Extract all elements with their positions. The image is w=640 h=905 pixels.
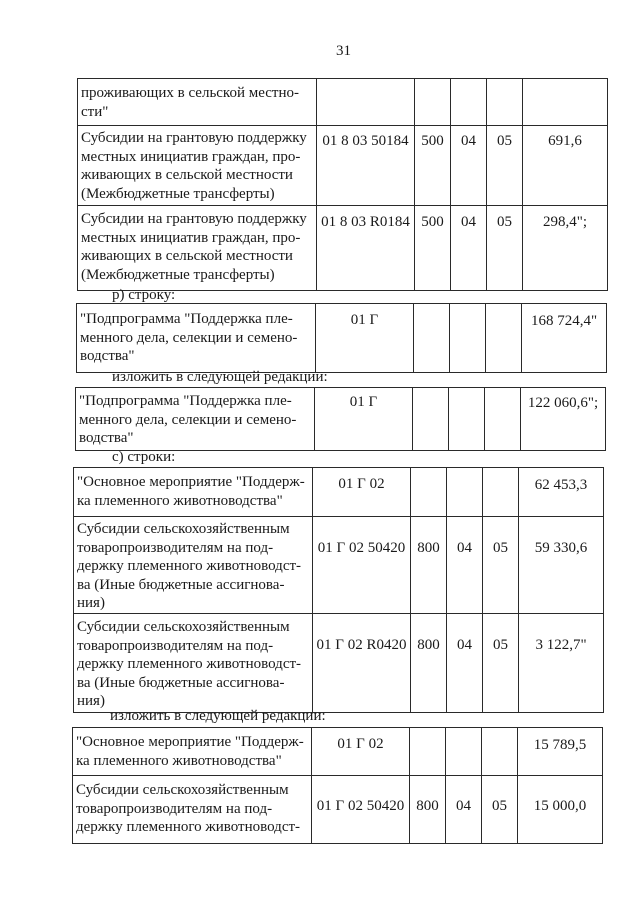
code-cell: 01 8 03 50184 bbox=[317, 126, 415, 206]
column-4-cell: 04 bbox=[451, 206, 487, 291]
item-name-cell: Субсидии сельскохозяйственным товаропроизводителям на под- держку племенного животноводст- ва (Иные бюджетные ассигнова- ния) bbox=[74, 614, 313, 713]
column-4-cell bbox=[446, 728, 482, 776]
item-name-cell: "Подпрограмма "Поддержка пле- менного дела, селекции и семено- водства" bbox=[77, 304, 316, 373]
item-name-cell: Субсидии на грантовую поддержку местных инициатив граждан, про- живающих в сельской местности (Межбюджетные трансферты) bbox=[78, 206, 317, 291]
column-4-cell: 04 bbox=[447, 614, 483, 713]
budget-table-3 bbox=[75, 387, 606, 451]
column-3-cell: 800 bbox=[411, 614, 447, 713]
column-3-cell bbox=[414, 304, 450, 373]
table-row bbox=[74, 614, 604, 713]
item-name-cell: проживающих в сельской местно- сти" bbox=[78, 79, 317, 126]
column-4-cell: 04 bbox=[447, 517, 483, 614]
column-5-cell: 05 bbox=[487, 126, 523, 206]
amount-cell: 62 453,3 bbox=[519, 468, 604, 517]
column-4-cell bbox=[449, 388, 485, 451]
column-5-cell: 05 bbox=[482, 776, 518, 844]
table-row bbox=[78, 126, 608, 206]
table-row bbox=[74, 468, 604, 517]
amount-cell: 3 122,7" bbox=[519, 614, 604, 713]
amount-cell: 15 000,0 bbox=[518, 776, 603, 844]
column-5-cell: 05 bbox=[483, 614, 519, 713]
item-name-cell: "Основное мероприятие "Поддерж- ка племенного животноводства" bbox=[74, 468, 313, 517]
item-name-cell: "Подпрограмма "Поддержка пле- менного дела, селекции и семено- водства" bbox=[76, 388, 315, 451]
item-name-cell: "Основное мероприятие "Поддерж- ка племенного животноводства" bbox=[73, 728, 312, 776]
code-cell: 01 Г 02 bbox=[312, 728, 410, 776]
column-5-cell bbox=[483, 468, 519, 517]
item-name-cell: Субсидии на грантовую поддержку местных инициатив граждан, про- живающих в сельской местности (Межбюджетные трансферты) bbox=[78, 126, 317, 206]
item-name-cell: Субсидии сельскохозяйственным товаропроизводителям на под- держку племенного животноводст- bbox=[73, 776, 312, 844]
code-cell: 01 8 03 R0184 bbox=[317, 206, 415, 291]
amount-cell: 59 330,6 bbox=[519, 517, 604, 614]
table-row bbox=[78, 206, 608, 291]
column-3-cell: 500 bbox=[415, 126, 451, 206]
budget-table-5 bbox=[72, 727, 603, 844]
column-3-cell bbox=[415, 79, 451, 126]
amount-cell: 122 060,6"; bbox=[521, 388, 606, 451]
amount-cell bbox=[523, 79, 608, 126]
instruction-text: с) строки: bbox=[112, 449, 176, 465]
code-cell: 01 Г 02 R0420 bbox=[313, 614, 411, 713]
page-number: 31 bbox=[336, 43, 351, 59]
amount-cell: 298,4"; bbox=[523, 206, 608, 291]
table-row bbox=[78, 79, 608, 126]
code-cell: 01 Г 02 50420 bbox=[313, 517, 411, 614]
amount-cell: 691,6 bbox=[523, 126, 608, 206]
budget-table-2 bbox=[76, 303, 607, 373]
table-row bbox=[76, 388, 606, 451]
code-cell: 01 Г bbox=[315, 388, 413, 451]
column-5-cell bbox=[487, 79, 523, 126]
code-cell bbox=[317, 79, 415, 126]
column-4-cell bbox=[447, 468, 483, 517]
column-4-cell: 04 bbox=[446, 776, 482, 844]
item-name-cell: Субсидии сельскохозяйственным товаропроизводителям на под- держку племенного животноводст- ва (Иные бюджетные ассигнова- ния) bbox=[74, 517, 313, 614]
instruction-text: р) строку: bbox=[112, 287, 176, 303]
table-row bbox=[74, 517, 604, 614]
column-5-cell: 05 bbox=[483, 517, 519, 614]
column-4-cell bbox=[451, 79, 487, 126]
table-row bbox=[73, 776, 603, 844]
column-3-cell bbox=[410, 728, 446, 776]
column-3-cell: 800 bbox=[411, 517, 447, 614]
code-cell: 01 Г 02 bbox=[313, 468, 411, 517]
amount-cell: 15 789,5 bbox=[518, 728, 603, 776]
table-row bbox=[73, 728, 603, 776]
column-5-cell bbox=[486, 304, 522, 373]
code-cell: 01 Г bbox=[316, 304, 414, 373]
code-cell: 01 Г 02 50420 bbox=[312, 776, 410, 844]
column-5-cell bbox=[485, 388, 521, 451]
budget-table-4 bbox=[73, 467, 604, 713]
column-5-cell: 05 bbox=[487, 206, 523, 291]
column-5-cell bbox=[482, 728, 518, 776]
column-3-cell: 800 bbox=[410, 776, 446, 844]
column-4-cell: 04 bbox=[451, 126, 487, 206]
instruction-text: изложить в следующей редакции: bbox=[112, 369, 328, 385]
column-3-cell bbox=[413, 388, 449, 451]
instruction-text: изложить в следующей редакции: bbox=[110, 708, 326, 724]
table-row bbox=[77, 304, 607, 373]
column-3-cell bbox=[411, 468, 447, 517]
budget-table-1 bbox=[77, 78, 608, 291]
column-4-cell bbox=[450, 304, 486, 373]
amount-cell: 168 724,4" bbox=[522, 304, 607, 373]
column-3-cell: 500 bbox=[415, 206, 451, 291]
